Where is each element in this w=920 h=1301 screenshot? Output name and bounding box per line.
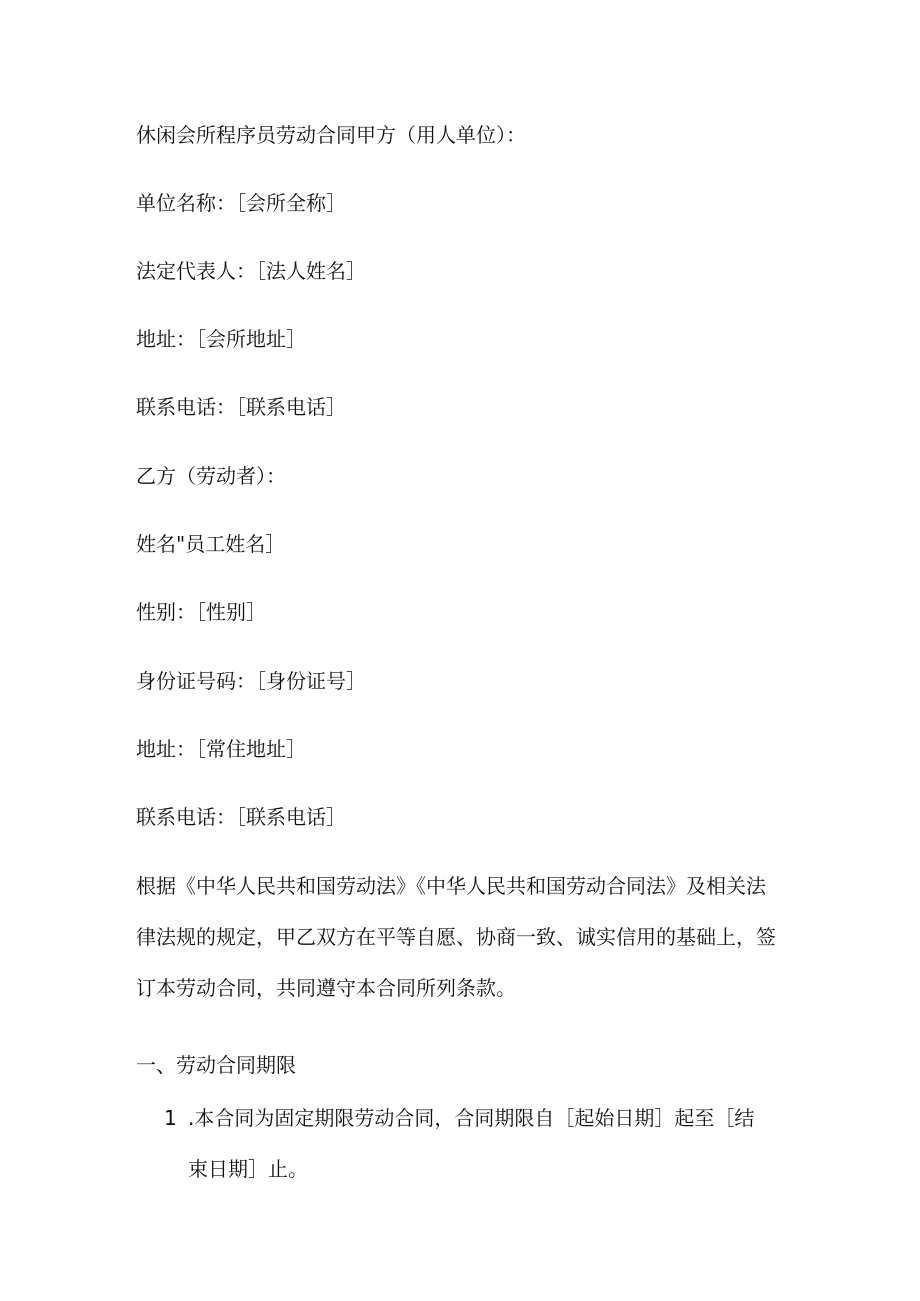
clause-1 <box>164 1093 754 1195</box>
party-a-address-field: 地址：［会所地址］ <box>136 327 306 351</box>
preamble-paragraph <box>136 861 786 1014</box>
preamble-line: 律法规的规定，甲乙双方在平等自愿、协商一致、诚实信用的基础上，签 <box>136 925 776 949</box>
preamble-line: 订本劳动合同，共同遵守本合同所列条款。 <box>136 976 516 1000</box>
gender-field: 性别：［性别］ <box>136 600 266 624</box>
legal-rep-field: 法定代表人：［法人姓名］ <box>136 259 366 283</box>
clause-number: 1 <box>164 1106 177 1130</box>
employee-name-field: 姓名"员工姓名］ <box>136 532 286 556</box>
clause-line: .本合同为固定期限劳动合同，合同期限自［起始日期］起至［结 <box>188 1106 755 1130</box>
party-b-heading: 乙方（劳动者）： <box>136 464 286 488</box>
party-b-address-field: 地址：［常住地址］ <box>136 737 306 761</box>
id-number-field: 身份证号码：［身份证号］ <box>136 669 366 693</box>
party-a-heading: 休闲会所程序员劳动合同甲方（用人单位）： <box>136 123 526 147</box>
unit-name-field: 单位名称：［会所全称］ <box>136 191 346 215</box>
section-1-title: 一、劳动合同期限 <box>136 1053 296 1077</box>
party-a-phone-field: 联系电话：［联系电话］ <box>136 395 346 419</box>
preamble-line: 根据《中华人民共和国劳动法》《中华人民共和国劳动合同法》及相关法 <box>136 874 766 898</box>
clause-line: 束日期］止。 <box>188 1157 308 1181</box>
party-b-phone-field: 联系电话：［联系电话］ <box>136 805 346 829</box>
